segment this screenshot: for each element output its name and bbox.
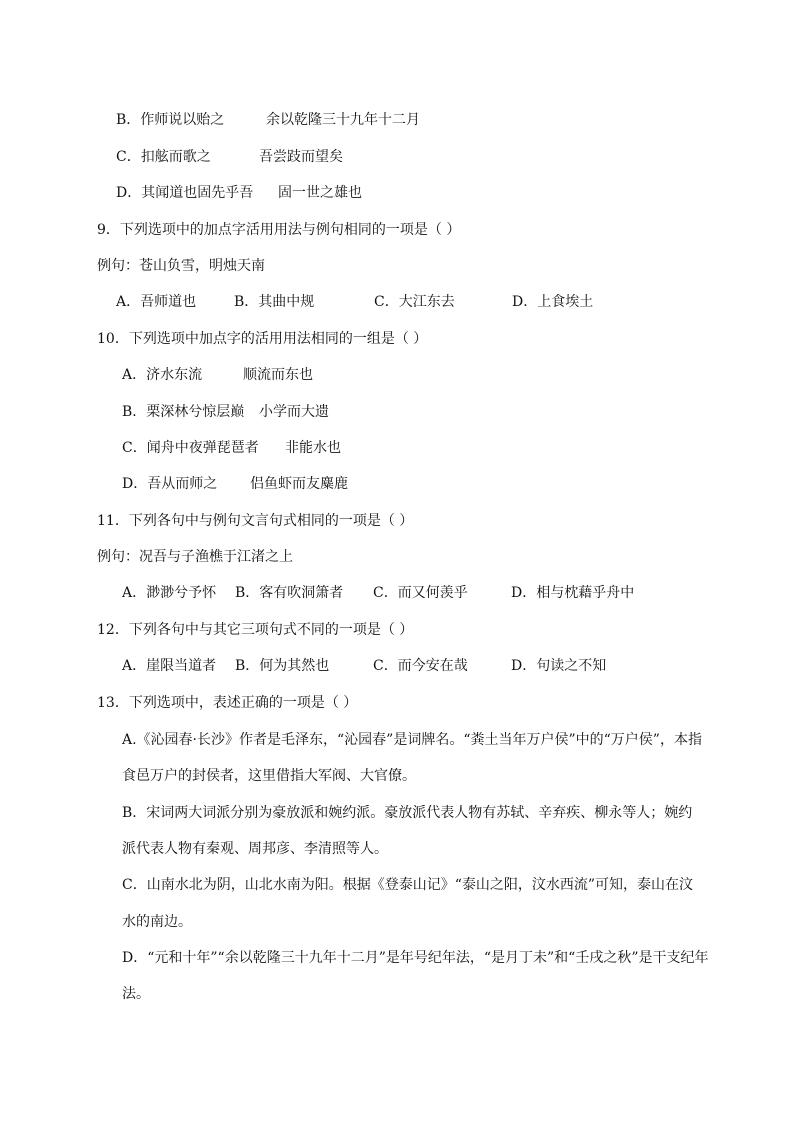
q13-option-d-line-1: D．“元和十年”“余以乾隆三十九年十二月”是年号纪年法，“是月丁未”和“壬戌之秋”是干支纪年 <box>122 950 709 966</box>
q11-options <box>122 583 634 603</box>
q12-option-b: B．何为其然也 <box>235 658 330 674</box>
q12-options <box>122 656 606 676</box>
q8-option-d <box>116 183 362 203</box>
q9-options <box>116 292 593 312</box>
q10-option-c <box>122 438 341 458</box>
q10-option-a-text-1: A．济水东流 <box>122 367 203 383</box>
q8-option-d-text-1: D．其闻道也固先乎吾 <box>116 185 254 201</box>
q8-option-b <box>116 110 420 130</box>
q11-option-d: D．相与枕藉乎舟中 <box>511 585 635 601</box>
q10-option-d-text-2: 侣鱼虾而友麋鹿 <box>250 476 348 492</box>
q10-option-b-text-1: B．栗深林兮惊层巅 <box>122 404 245 420</box>
q9-option-b: B．其曲中规 <box>234 294 315 310</box>
q10-option-b-text-2: 小学而大遗 <box>259 404 329 420</box>
q12-option-c: C．而今安在哉 <box>373 658 468 674</box>
q10-option-a-text-2: 顺流而东也 <box>243 367 313 383</box>
q13-option-a-line-2: 食邑万户的封侯者，这里借指大军阀、大官僚。 <box>122 768 416 784</box>
q8-option-c <box>116 147 343 167</box>
q9-example: 例句：苍山负雪，明烛天南 <box>97 258 265 274</box>
q10-option-d <box>122 474 348 494</box>
q10-option-b <box>122 402 329 422</box>
q13-stem: 13．下列选项中，表述正确的一项是（ ） <box>97 695 358 711</box>
q13-option-c-line-1: C．山南水北为阴，山北水南为阳。根据《登泰山记》“泰山之阳，汶水西流”可知，泰山在汶 <box>122 877 694 893</box>
q8-option-c-text-1: C．扣舷而歌之 <box>116 149 211 165</box>
q11-option-b: B．客有吹洞箫者 <box>235 585 344 601</box>
q13-option-d-line-2: 法。 <box>122 986 150 1002</box>
q10-option-c-text-1: C．闻舟中夜弹琵琶者 <box>122 440 259 456</box>
q12-option-d: D．句读之不知 <box>511 658 607 674</box>
q8-option-c-text-2: 吾尝跂而望矣 <box>259 149 343 165</box>
q10-stem: 10．下列选项中加点字的活用用法相同的一组是（ ） <box>97 331 428 347</box>
q12-option-a: A．崖限当道者 <box>122 658 217 674</box>
q13-option-b-line-1: B．宋词两大词派分别为豪放派和婉约派。豪放派代表人物有苏轼、辛弃疾、柳永等人；婉约 <box>122 805 693 821</box>
q9-option-c: C．大江东去 <box>374 294 455 310</box>
q11-option-a: A．渺渺兮予怀 <box>122 585 217 601</box>
q13-option-a-line-1: A.《沁园春·长沙》作者是毛泽东，“沁园春”是词牌名。“粪土当年万户侯”中的“万户侯”，本指 <box>122 732 702 748</box>
q8-option-d-text-2: 固一世之雄也 <box>278 185 362 201</box>
q8-option-b-text-2: 余以乾隆三十九年十二月 <box>266 112 420 128</box>
q9-option-d: D．上食埃土 <box>512 294 594 310</box>
q8-option-b-text-1: B．作师说以贻之 <box>116 112 225 128</box>
q11-stem: 11．下列各句中与例句文言句式相同的一项是（ ） <box>97 513 414 529</box>
q13-option-b-line-2: 派代表人物有秦观、周邦彦、李清照等人。 <box>122 841 388 857</box>
q10-option-d-text-1: D．吾从而师之 <box>122 476 218 492</box>
q9-option-a: A．吾师道也 <box>116 294 197 310</box>
q11-example: 例句：况吾与子渔樵于江渚之上 <box>97 549 293 565</box>
q12-stem: 12．下列各句中与其它三项句式不同的一项是（ ） <box>97 622 414 638</box>
q10-option-c-text-2: 非能水也 <box>285 440 341 456</box>
q13-option-c-line-2: 水的南边。 <box>122 914 192 930</box>
q9-stem: 9．下列选项中的加点字活用用法与例句相同的一项是（ ） <box>97 222 461 238</box>
q11-option-c: C．而又何羡乎 <box>373 585 468 601</box>
q10-option-a <box>122 365 313 385</box>
